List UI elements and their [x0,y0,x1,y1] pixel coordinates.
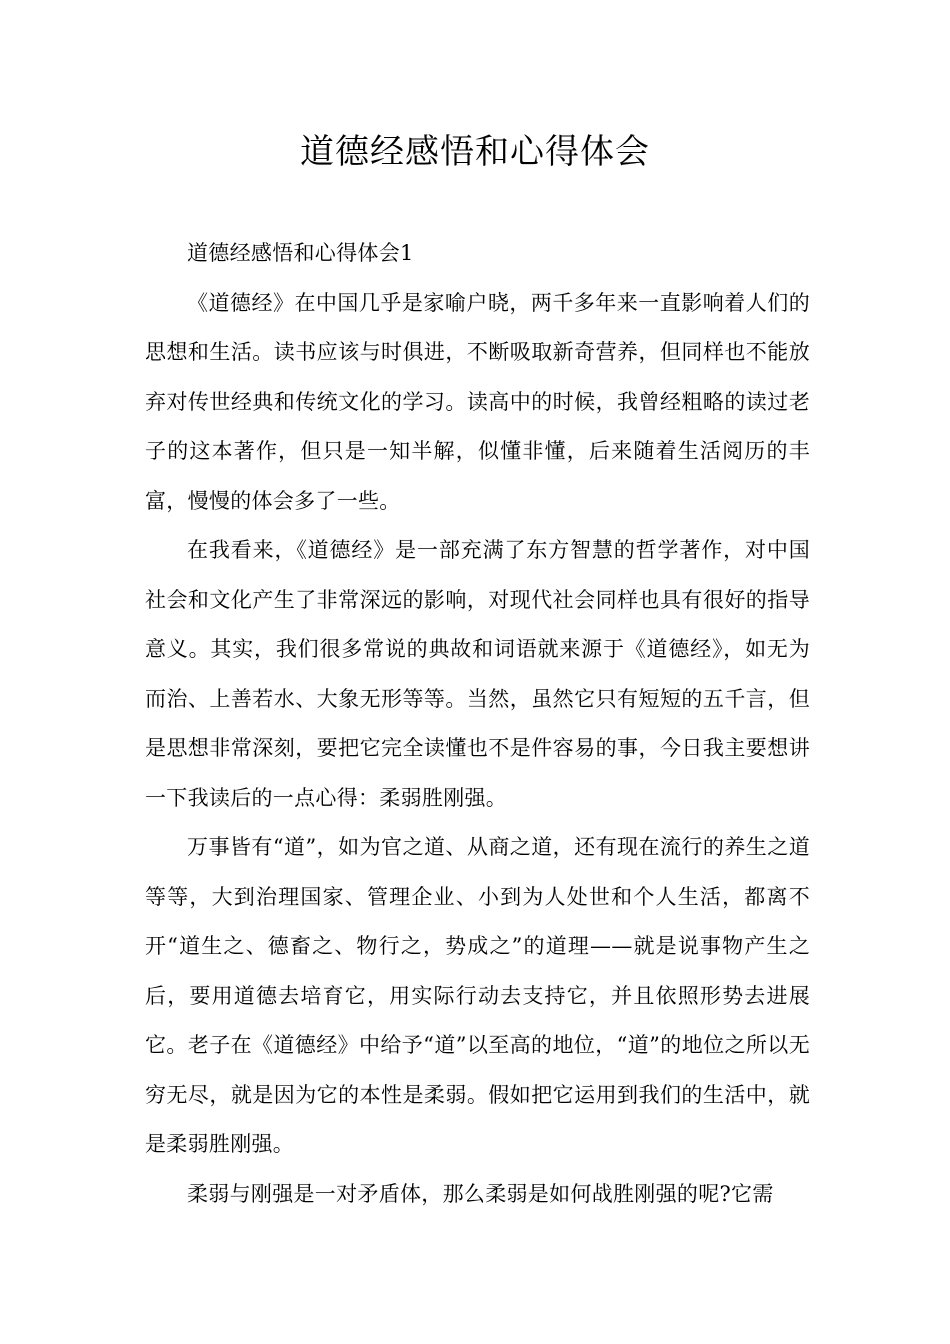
document-body [145,229,810,1219]
paragraph-4: 柔弱与刚强是一对矛盾体，那么柔弱是如何战胜刚强的呢?它需 [187,1181,774,1206]
document-title: 道德经感悟和心得体会 [300,132,650,172]
section-heading: 道德经感悟和心得体会1 [187,241,414,265]
paragraph-2: 在我看来，《道德经》是一部充满了东方智慧的哲学著作，对中国社会和文化产生了非常深远的影响，对现代社会同样也具有很好的指导意义。其实，我们很多常说的典故和词语就来源于《道德经》，如无为而治、上善若水、大象无形等等。当然，虽然它只有短短的五千言，但是思想非常深刻，要把它完全读懂也不是件容易的事，今日我主要想讲一下我读后的一点心得：柔弱胜刚强。 [145,538,810,810]
paragraph-3: 万事皆有“道”，如为官之道、从商之道，还有现在流行的养生之道等等，大到治理国家、管理企业、小到为人处世和个人生活，都离不开“道生之、德畜之、物行之，势成之”的道理——就是说事物产生之后，要用道德去培育它，用实际行动去支持它，并且依照形势去进展它。老子在《道德经》中给予“道”以至高的地位，“道”的地位之所以无穷无尽，就是因为它的本性是柔弱。假如把它运用到我们的生活中，就是柔弱胜刚强。 [145,835,810,1156]
paragraph-1: 《道德经》在中国几乎是家喻户晓，两千多年来一直影响着人们的思想和生活。读书应该与时俱进，不断吸取新奇营养，但同样也不能放弃对传世经典和传统文化的学习。读高中的时候，我曾经粗略的读过老子的这本著作，但只是一知半解，似懂非懂，后来随着生活阅历的丰富，慢慢的体会多了一些。 [145,290,810,513]
